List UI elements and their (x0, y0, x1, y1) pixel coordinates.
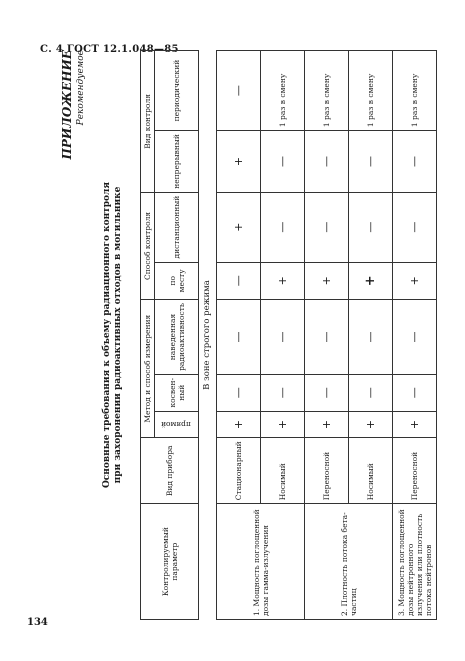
cell-indirect: — (393, 374, 437, 411)
header-device: Вид прибора (141, 438, 199, 504)
cell-continuous: — (349, 131, 393, 193)
cell-device: Стационарный (217, 438, 261, 504)
cell-direct: + (305, 411, 349, 438)
table-row (305, 51, 349, 620)
header-method-group: Метод и способ измерения (141, 300, 155, 438)
cell-periodic: 1 раз в смену (305, 51, 349, 131)
cell-direct: + (217, 411, 261, 438)
appendix-title: ПРИЛОЖЕНИЕ (60, 50, 74, 160)
cell-device: Переносной (393, 438, 437, 504)
table-row (393, 51, 437, 620)
header-control-group: Способ контроля (141, 192, 155, 299)
cell-device: Носимый (349, 438, 393, 504)
cell-remote: — (261, 192, 305, 262)
cell-onsite: + (261, 262, 305, 300)
cell-continuous: — (305, 131, 349, 193)
table-row (217, 51, 261, 620)
cell-remote: — (393, 192, 437, 262)
document-title (102, 50, 124, 620)
header-remote: дистанционный (155, 192, 199, 262)
title-line-1: Основные требования к объему радиационного контроля (102, 181, 112, 489)
cell-device: Носимый (261, 438, 305, 504)
cell-indirect: — (217, 374, 261, 411)
header-direct: прямой (155, 411, 199, 438)
title-line-2: при захоронении радиоактивных отходов в могильнике (113, 186, 123, 484)
header-kind-group: Вид контроля (141, 51, 155, 193)
cell-periodic: — (217, 51, 261, 131)
cell-direct: + (261, 411, 305, 438)
cell-device: Переносной (305, 438, 349, 504)
header-periodic: периодический (155, 51, 199, 131)
cell-remote: — (349, 192, 393, 262)
cell-param: 1. Мощность поглощенной дозы гамма-излучения (217, 504, 305, 620)
appendix-subtitle: Рекомендуемое (76, 50, 86, 126)
header-indirect: косвен-ный (155, 374, 199, 411)
cell-remote: + (217, 192, 261, 262)
page-number: 134 (27, 617, 48, 628)
cell-onsite: + (393, 262, 437, 300)
header-continuous: непрерывный (155, 131, 199, 193)
cell-indirect: — (349, 374, 393, 411)
cell-remote: — (305, 192, 349, 262)
header-calc: наведенная радиоактивность (155, 300, 199, 375)
cell-direct: + (349, 411, 393, 438)
cell-calc: — (393, 300, 437, 375)
header-onsite: по месту (155, 262, 199, 300)
section-heading: В зоне строгого режима (202, 280, 212, 390)
cell-continuous: — (393, 131, 437, 193)
rotated-page-content (60, 50, 433, 620)
page-header: С. 4 ГОСТ 12.1.048—85 (40, 44, 179, 55)
cell-param: 2. Плотность потока бета-частиц (305, 504, 393, 620)
cell-periodic: 1 раз в смену (349, 51, 393, 131)
cell-calc: — (261, 300, 305, 375)
cell-onsite: — (217, 262, 261, 300)
cell-param: 3. Мощность поглощенной дозы нейтронного излучения или плотность потока нейтронов (393, 504, 437, 620)
cell-periodic: 1 раз в смену (261, 51, 305, 131)
cell-continuous: + (217, 131, 261, 193)
cell-continuous: — (261, 131, 305, 193)
cell-direct: + (393, 411, 437, 438)
cell-calc: — (349, 300, 393, 375)
cell-indirect: — (305, 374, 349, 411)
requirements-table (140, 50, 437, 620)
cell-onsite: + (349, 262, 393, 300)
cell-calc: — (305, 300, 349, 375)
cell-onsite: + (305, 262, 349, 300)
cell-calc: — (217, 300, 261, 375)
cell-periodic: 1 раз в смену (393, 51, 437, 131)
header-param: Контролируемый параметр (141, 504, 199, 620)
cell-indirect: — (261, 374, 305, 411)
